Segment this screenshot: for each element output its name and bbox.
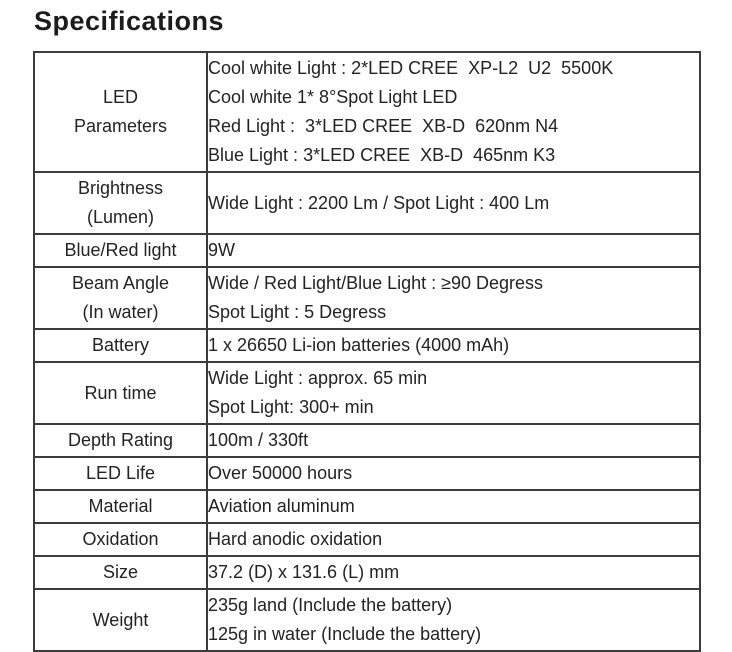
spec-value-line: 100m / 330ft — [208, 430, 309, 450]
table-row — [34, 234, 700, 267]
spec-label-line: (Lumen) — [86, 207, 155, 227]
spec-value-cell — [207, 556, 700, 589]
table-row — [34, 172, 700, 234]
spec-value-line: 9W — [208, 240, 235, 260]
spec-label-cell — [34, 329, 207, 362]
spec-label-cell — [34, 234, 207, 267]
spec-label-cell — [34, 556, 207, 589]
spec-value-cell — [207, 52, 700, 172]
spec-label-line: Blue/Red light — [64, 240, 177, 260]
spec-label-line: Brightness — [77, 178, 164, 198]
spec-label-line: LED Life — [85, 463, 156, 483]
spec-value-line: 125g in water (Include the battery) — [208, 624, 482, 644]
spec-label-cell — [34, 490, 207, 523]
spec-label-line: Run time — [84, 382, 157, 403]
spec-value-cell — [207, 424, 700, 457]
spec-label-cell — [34, 457, 207, 490]
spec-value-line: Cool white 1* 8°Spot Light LED — [208, 87, 458, 107]
spec-value-cell — [207, 490, 700, 523]
spec-label-cell — [34, 523, 207, 556]
spec-label-cell — [34, 424, 207, 457]
spec-value-cell — [207, 457, 700, 490]
spec-value-line: Cool white Light : 2*LED CREE XP-L2 U2 5500K — [208, 58, 614, 78]
spec-value-line: Blue Light : 3*LED CREE XB-D 465nm K3 — [208, 145, 556, 165]
spec-label-cell — [34, 52, 207, 172]
spec-value-line: Over 50000 hours — [208, 463, 353, 483]
spec-value-line: Wide / Red Light/Blue Light : ≥90 Degress — [208, 273, 544, 293]
spec-value-line: Red Light : 3*LED CREE XB-D 620nm N4 — [208, 116, 559, 136]
spec-label-cell — [34, 589, 207, 651]
spec-value-cell — [207, 234, 700, 267]
table-row — [34, 52, 700, 172]
spec-label-line: Oxidation — [82, 529, 159, 549]
spec-value-line: Spot Light : 5 Degress — [208, 302, 387, 322]
spec-label-line: Weight — [92, 609, 149, 630]
spec-value-line: 1 x 26650 Li-ion batteries (4000 mAh) — [208, 335, 510, 355]
table-row — [34, 490, 700, 523]
spec-label-line: LED — [102, 87, 138, 107]
spec-value-cell — [207, 172, 700, 234]
table-row — [34, 267, 700, 329]
spec-label-line: Material — [88, 496, 153, 516]
spec-label-line: Battery — [91, 335, 150, 355]
table-row — [34, 457, 700, 490]
table-row — [34, 329, 700, 362]
spec-value-line: 235g land (Include the battery) — [208, 595, 453, 615]
spec-value-cell — [207, 523, 700, 556]
spec-label-line: Size — [102, 562, 138, 582]
spec-label-line: Depth Rating — [67, 430, 174, 450]
spec-value-cell — [207, 362, 700, 424]
spec-value-cell — [207, 267, 700, 329]
spec-value-cell — [207, 329, 700, 362]
spec-value-line: Wide Light : 2200 Lm / Spot Light : 400 Lm — [208, 192, 550, 213]
table-row — [34, 589, 700, 651]
spec-label-line: Parameters — [73, 116, 168, 136]
specifications-table — [33, 51, 701, 652]
spec-value-line: 37.2 (D) x 131.6 (L) mm — [208, 562, 400, 582]
table-row — [34, 362, 700, 424]
table-row — [34, 523, 700, 556]
spec-label-cell — [34, 362, 207, 424]
table-row — [34, 424, 700, 457]
spec-value-line: Hard anodic oxidation — [208, 529, 383, 549]
spec-table-body — [34, 52, 700, 651]
table-row — [34, 556, 700, 589]
spec-label-line: (In water) — [82, 302, 159, 322]
spec-label-line: Beam Angle — [71, 273, 170, 293]
spec-value-line: Spot Light: 300+ min — [208, 397, 374, 417]
spec-value-line: Wide Light : approx. 65 min — [208, 368, 428, 388]
spec-label-cell — [34, 267, 207, 329]
spec-value-line: Aviation aluminum — [208, 496, 355, 516]
spec-label-cell — [34, 172, 207, 234]
page-title: Specifications — [34, 6, 225, 36]
spec-value-cell — [207, 589, 700, 651]
